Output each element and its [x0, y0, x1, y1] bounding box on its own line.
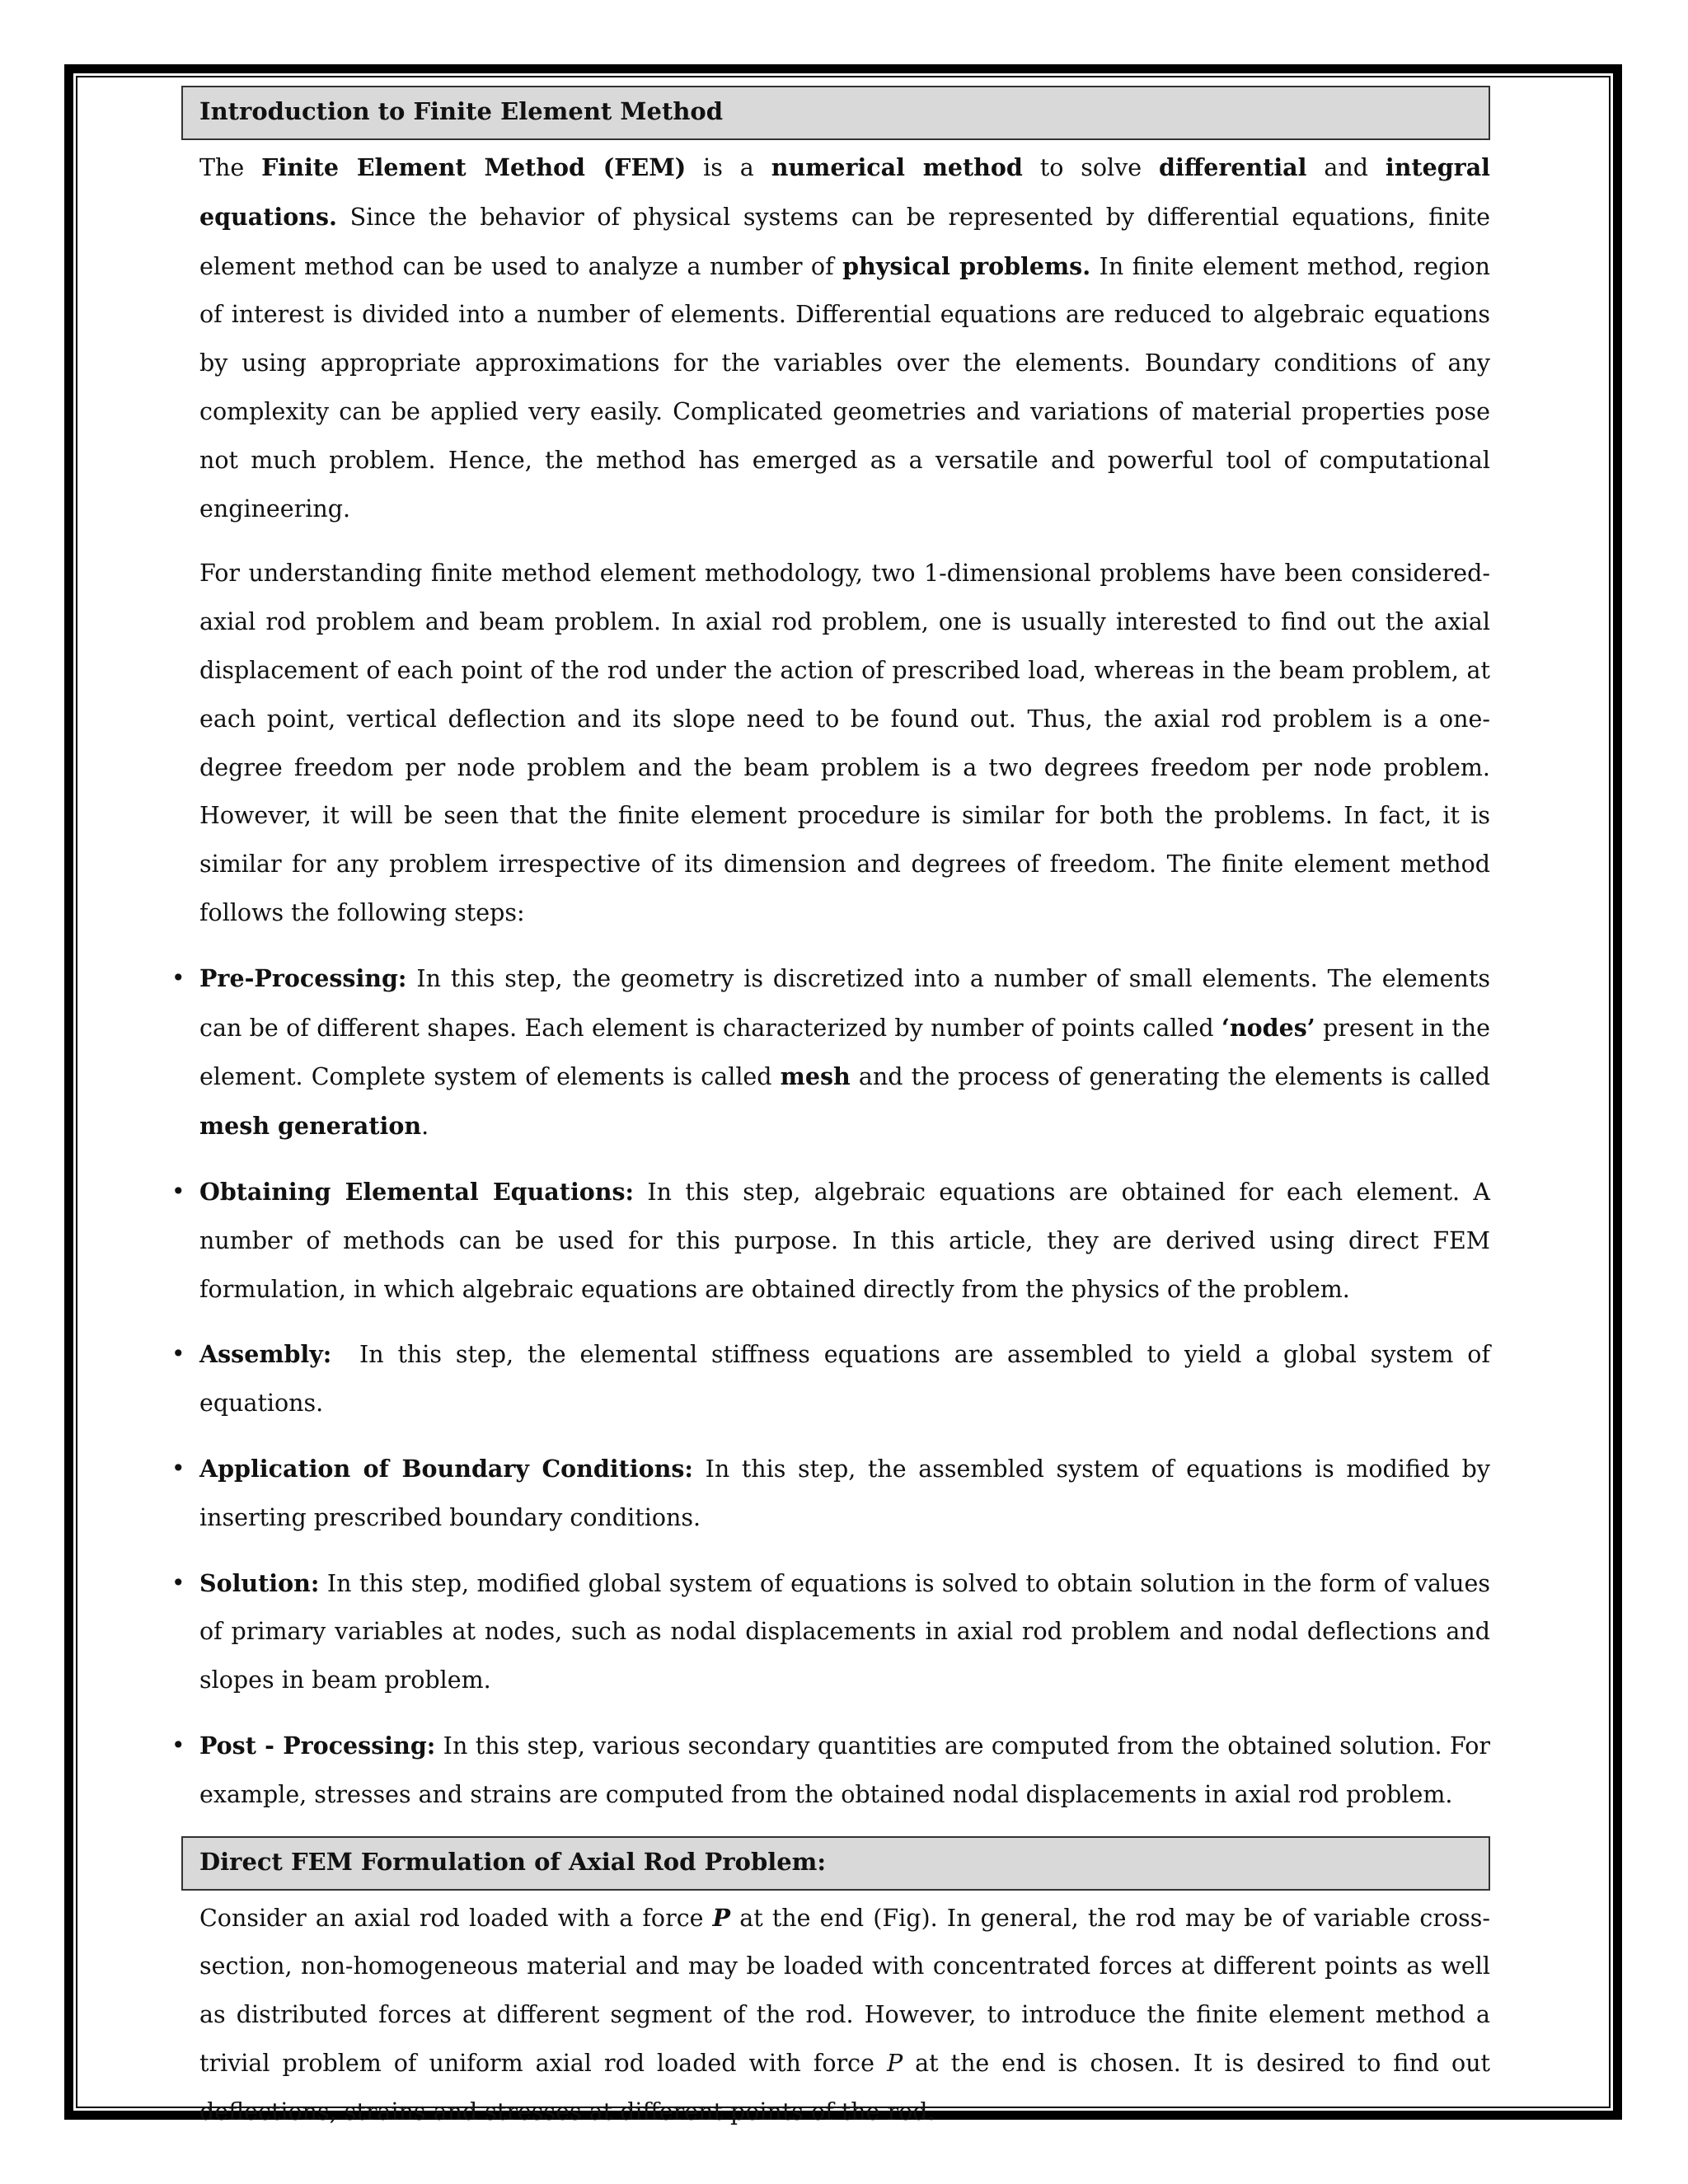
- document-body: [171, 86, 1498, 2153]
- list-item-pre-processing: • Pre-Processing: In this step, the geometry is discretized into a number of small elements. The elements can be of different shapes. Each element is characterized by number of points called ‘nodes’ present in the element. Complete system of elements is called mesh and the process of generating the elements is called mesh generation.: [199, 954, 1490, 1151]
- section-heading-introduction: Introduction to Finite Element Method: [181, 86, 1490, 140]
- bullet-icon: •: [171, 1177, 185, 1205]
- bullet-icon: •: [171, 1568, 185, 1596]
- bullet-icon: •: [171, 1454, 185, 1482]
- axial-rod-paragraph: Consider an axial rod loaded with a force P at the end (Fig). In general, the rod may be of variable cross-section, non-homogeneous material and may be loaded with concentrated forces at different points as well as distributed forces at different segment of the rod. However, to introduce the finite element method a trivial problem of uniform axial rod loaded with force P at the end is chosen. It is desired to find out deflections, strains and stresses at different points of the rod.: [199, 1903, 1491, 2125]
- list-item-elemental-equations: • Obtaining Elemental Equations: In this step, algebraic equations are obtained for each element. A number of methods can be used for this purpose. In this article, they are derived using direct FEM formulation, in which algebraic equations are obtained directly from the physics of the problem.: [199, 1168, 1490, 1314]
- bullet-icon: •: [171, 963, 185, 991]
- list-item-boundary-conditions: • Application of Boundary Conditions: In this step, the assembled system of equations is modified by inserting prescribed boundary conditions.: [199, 1445, 1490, 1543]
- intro-paragraph: The Finite Element Method (FEM) is a numerical method to solve differential and integral equations. Since the behavior of physical systems can be represented by differential equations, finite element method can be used to analyze a number of physical problems. In finite element method, region of interest is divided into a number of elements. Differential equations are reduced to algebraic equations by using appropriate approximations for the variables over the elements. Boundary conditions of any complexity can be applied very easily. Complicated geometries and variations of material properties pose not much problem. Hence, the method has emerged as a versatile and powerful tool of computational engineering.: [199, 153, 1490, 523]
- list-item-assembly: • Assembly: In this step, the elemental stiffness equations are assembled to yield a global system of equations.: [199, 1330, 1490, 1428]
- bullet-icon: •: [171, 1340, 185, 1368]
- bullet-icon: •: [171, 1731, 185, 1759]
- list-item-solution: • Solution: In this step, modified global system of equations is solved to obtain solution in the form of values of primary variables at nodes, such as nodal displacements in axial rod problem and nodal deflections and slopes in beam problem.: [199, 1559, 1490, 1705]
- methodology-paragraph: For understanding finite method element methodology, two 1-dimensional problems have been considered- axial rod problem and beam problem. In axial rod problem, one is usually interested to find out the axial displacement of each point of the rod under the action of prescribed load, whereas in the beam problem, at each point, vertical deflection and its slope need to be found out. Thus, the axial rod problem is a one-degree freedom per node problem and the beam problem is a two degrees freedom per node problem. However, it will be seen that the finite element procedure is similar for both the problems. In fact, it is similar for any problem irrespective of its dimension and degrees of freedom. The finite element method follows the following steps:: [199, 560, 1490, 926]
- list-item-post-processing: • Post - Processing: In this step, various secondary quantities are computed from the obtained solution. For example, stresses and strains are computed from the obtained nodal displacements in axial rod problem.: [199, 1722, 1490, 1820]
- fem-steps-list: [171, 954, 1498, 1820]
- section-heading-direct-fem: Direct FEM Formulation of Axial Rod Problem:: [181, 1836, 1490, 1891]
